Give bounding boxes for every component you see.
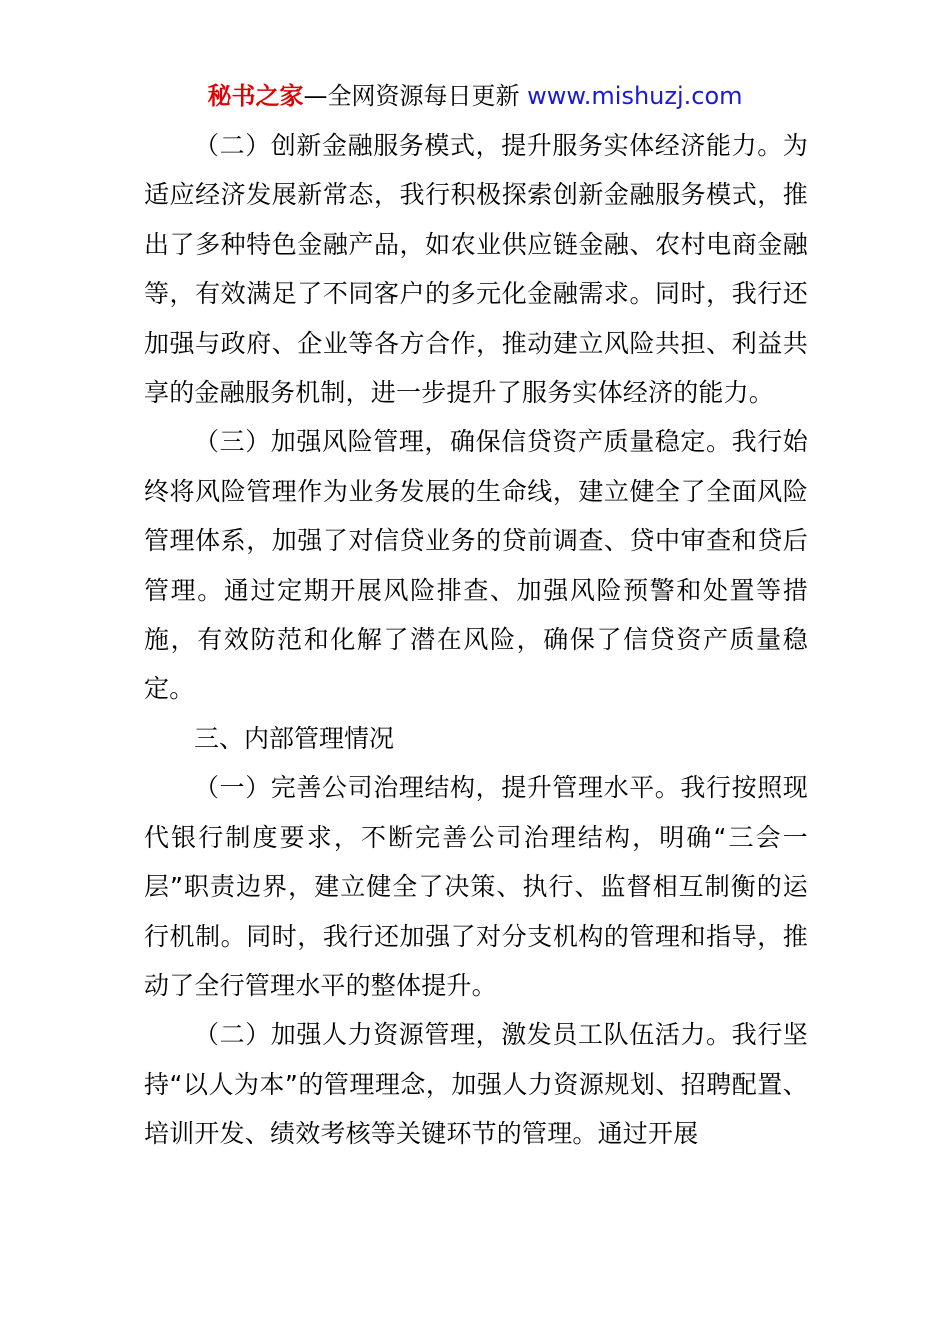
paragraph-human-resources: （二）加强人力资源管理，激发员工队伍活力。我行坚持“以人为本”的管理理念，加强人力资源规划、招聘配置、培训开发、绩效考核等关键环节的管理。通过开展 bbox=[144, 1020, 808, 1149]
header-tagline: —全网资源每日更新 bbox=[303, 82, 520, 110]
document-body bbox=[144, 121, 808, 1159]
site-url-link[interactable]: www.mishuzj.com bbox=[527, 82, 743, 110]
paragraph-innovation: （二）创新金融服务模式，提升服务实体经济能力。为适应经济发展新常态，我行积极探索创新金融服务模式，推出了多种特色金融产品，如农业供应链金融、农村电商金融等，有效满足了不同客户的多元化金融需求。同时，我行还加强与政府、企业等各方合作，推动建立风险共担、利益共享的金融服务机制，进一步提升了服务实体经济的能力。 bbox=[144, 131, 808, 408]
paragraph-risk-management: （三）加强风险管理，确保信贷资产质量稳定。我行始终将风险管理作为业务发展的生命线，建立健全了全面风险管理体系，加强了对信贷业务的贷前调查、贷中审查和贷后管理。通过定期开展风险排查、加强风险预警和处置等措施，有效防范和化解了潜在风险，确保了信贷资产质量稳定。 bbox=[144, 427, 808, 704]
section-heading-internal-management: 三、内部管理情况 bbox=[194, 723, 395, 753]
site-header bbox=[0, 80, 950, 112]
paragraph-governance: （一）完善公司治理结构，提升管理水平。我行按照现代银行制度要求，不断完善公司治理结构，明确“三会一层”职责边界，建立健全了决策、执行、监督相互制衡的运行机制。同时，我行还加强了对分支机构的管理和指导，推动了全行管理水平的整体提升。 bbox=[144, 773, 808, 1000]
brand-name: 秘书之家 bbox=[207, 82, 304, 110]
